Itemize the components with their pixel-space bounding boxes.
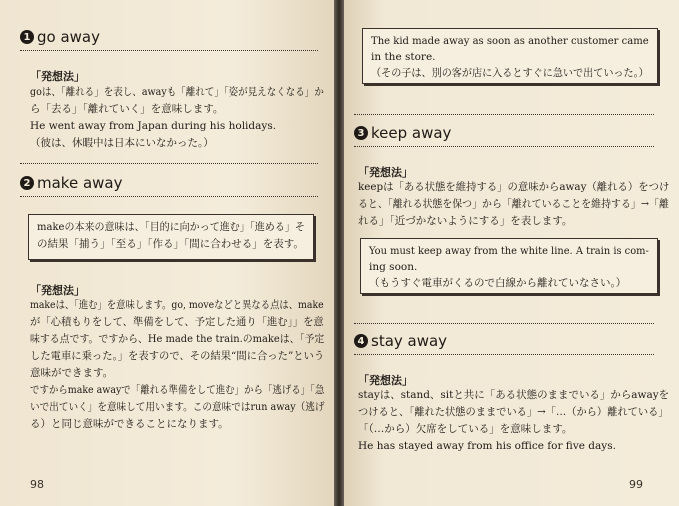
idea-label: 「発想法」 [358,166,413,179]
section-heading-keep-away [354,124,451,142]
example-sentence: He has stayed away from his office for five days. [358,440,616,452]
dotted-divider [354,323,654,324]
book-gutter [334,0,344,506]
dotted-divider [354,146,654,147]
box-line: の結果「捕う」「至る」「作る」「間に合わせる」を表す。 [37,238,304,250]
page-number: 98 [30,478,44,491]
body-line: が「心積もりをして、準備をして、予定した通り「進む」」を意 [30,316,324,328]
example-box [362,28,658,84]
example-sentence: You must keep away from the white line. A train is com- [369,245,649,257]
example-sentence: The kid made away as soon as another customer came [371,35,649,47]
body-line: れる」「近づかないようにする」を表します。 [358,215,573,227]
body-line: keepは「ある状態を維持する」の意味からaway（離れる）をつけ [358,181,670,193]
section-number-badge: 4 [354,334,368,348]
example-box [360,238,658,294]
body-line: いで出ていく」を意味して用います。この意味ではrun away（逃げ [30,401,325,413]
section-title: stay away [371,332,448,350]
section-title: make away [37,174,123,192]
right-page [344,0,679,506]
body-line: した電車に乗った。」を表すので、その結果“間に合った”という [30,350,325,362]
idea-label: 「発想法」 [30,284,85,297]
body-line: makeは、「進む」を意味します。go, moveなどと異なる点は、make [30,299,324,311]
example-translation: （その子は、別の客が店に入るとすぐに急いで出ていった。） [371,67,649,79]
example-sentence: ing soon. [369,261,418,273]
dotted-divider [20,163,318,164]
dotted-divider [20,50,318,51]
body-line: ら「去る」「離れていく」を意味します。 [30,103,224,115]
example-translation: （もうすぐ電車がくるので白線から離れていなさい。） [369,277,627,289]
idea-label: 「発想法」 [30,70,85,83]
example-translation: （彼は、休暇中は日本にいなかった。） [30,137,214,149]
section-number-badge: 3 [354,126,368,140]
dotted-divider [20,196,318,197]
body-line: ですからmake awayで「離れる準備をして進む」から「逃げる」「急 [30,384,325,396]
idea-label: 「発想法」 [358,374,413,387]
body-line: 味する点です。ですから、He made the train.のmakeは、「予定 [30,333,325,345]
section-title: keep away [371,124,452,142]
example-sentence: in the store. [371,51,436,63]
section-heading-go-away [20,28,100,46]
dotted-divider [354,354,654,355]
body-line: 意味ができます。 [30,367,114,379]
page-number: 99 [629,478,643,491]
body-line: る）と同じ意味ができることになります。 [30,418,229,430]
body-line: ると、「離れる状態を保つ」から「離れていることを維持する」→「離 [358,198,669,210]
meaning-box [28,214,314,260]
section-number-badge: 1 [20,30,34,44]
body-line: つけると、「離れた状態のままでいる」→「…（から）離れている」 [358,406,669,418]
section-title: go away [37,28,100,46]
dotted-divider [354,114,654,115]
example-sentence: He went away from Japan during his holidays. [30,120,277,132]
body-line: goは、「離れる」を表し、awayも「離れて」「姿が見えなくなる」か [30,86,324,98]
section-heading-make-away [20,174,122,192]
box-line: makeの本来の意味は、「目的に向かって進む」「進める」そ [37,221,305,233]
body-line: 「（…から）欠席をしている」を意味します。 [358,423,573,435]
section-heading-stay-away [354,332,447,350]
body-line: stayは、stand、sitと共に「ある状態のままでいる」からawayを [358,389,670,401]
left-page [0,0,334,506]
section-number-badge: 2 [20,176,34,190]
